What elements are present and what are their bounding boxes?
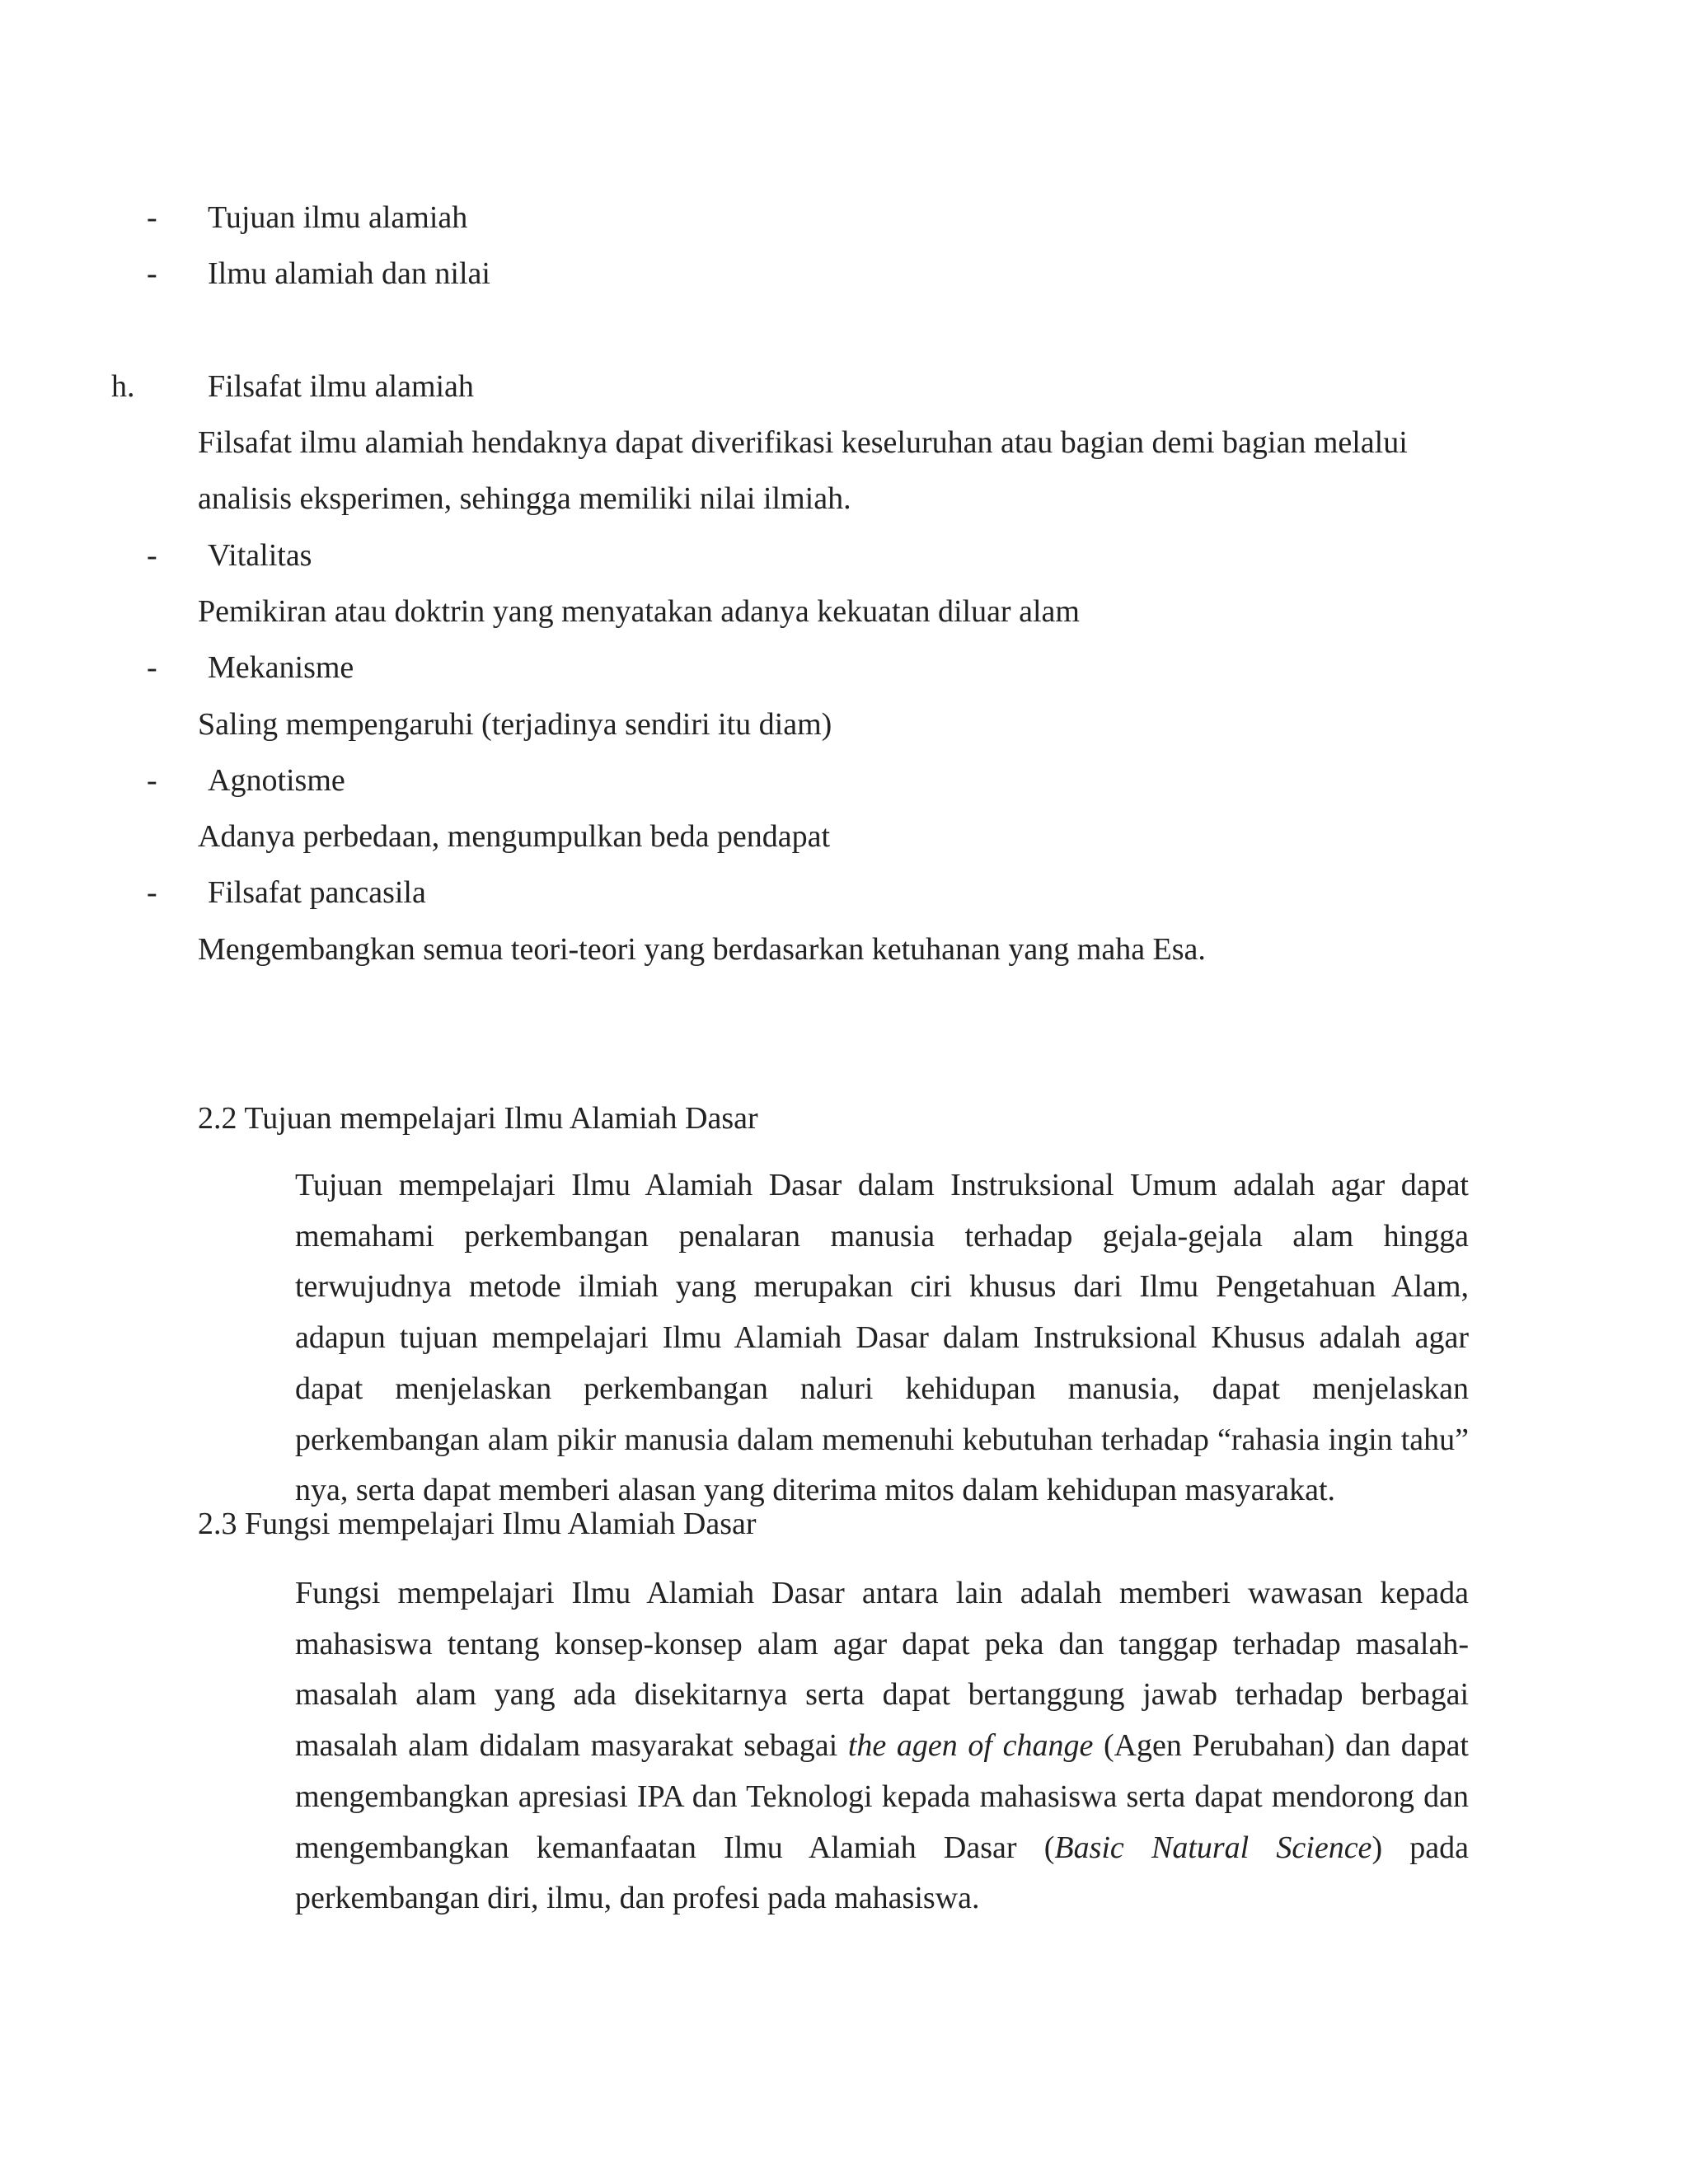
paragraph-text-part: ) pada perkembangan diri, ilmu, dan profesi pada mahasiswa. (295, 1830, 1470, 1916)
item-title: Filsafat pancasila (208, 875, 426, 910)
section-paragraph (198, 1160, 1469, 1516)
item-description: Pemikiran atau doktrin yang menyatakan adanya kekuatan diluar alam (198, 594, 1080, 629)
list-marker: - (147, 763, 157, 798)
section-text-line: Filsafat ilmu alamiah hendaknya dapat diverifikasi keseluruhan atau bagian demi bagian melalui (198, 425, 1408, 460)
list-marker: - (147, 875, 157, 910)
italic-phrase: Basic Natural Science (1054, 1830, 1372, 1865)
section-heading: 2.3 Fungsi mempelajari Ilmu Alamiah Dasar (198, 1507, 757, 1541)
list-marker: - (147, 650, 157, 685)
paragraph-text (198, 1568, 1469, 1924)
list-marker: - (147, 256, 157, 291)
item-description: Adanya perbedaan, mengumpulkan beda pendapat (198, 819, 831, 854)
item-description: Mengembangkan semua teori-teori yang berdasarkan ketuhanan yang maha Esa. (198, 932, 1206, 967)
list-item: Tujuan ilmu alamiah (208, 200, 468, 235)
paragraph-text-part: Fungsi mempelajari Ilmu Alamiah Dasar antara lain adalah memberi wawasan kepada mahasiswa tentang konsep-konsep alam agar dapat peka dan tanggap terhadap masalah-masalah alam yang ada disekitarnya serta dapat bertanggung jawab terhadap berbagai masalah alam didalam masyarakat sebagai (295, 1576, 1469, 1764)
section-heading: 2.2 Tujuan mempelajari Ilmu Alamiah Dasar (198, 1101, 758, 1136)
list-marker: - (147, 538, 157, 573)
list-item: Ilmu alamiah dan nilai (208, 256, 490, 291)
section-text-line: analisis eksperimen, sehingga memiliki nilai ilmiah. (198, 481, 851, 516)
paragraph-text: Tujuan mempelajari Ilmu Alamiah Dasar dalam Instruksional Umum adalah agar dapat memahami perkembangan penalaran manusia terhadap gejala-gejala alam hingga terwujudnya metode ilmiah yang merupakan ciri khusus dari Ilmu Pengetahuan Alam, adapun tujuan mempelajari Ilmu Alamiah Dasar dalam Instruksional Khusus adalah agar dapat menjelaskan perkembangan naluri kehidupan manusia, dapat menjelaskan perkembangan alam pikir manusia dalam memenuhi kebutuhan terhadap “rahasia ingin tahu” nya, serta dapat memberi alasan yang diterima mitos dalam kehidupan masyarakat. (295, 1168, 1469, 1508)
section-title: Filsafat ilmu alamiah (208, 369, 474, 404)
item-title: Agnotisme (208, 763, 345, 798)
section-marker: h. (111, 369, 135, 404)
item-title: Vitalitas (208, 538, 312, 573)
item-title: Mekanisme (208, 650, 354, 685)
item-description: Saling mempengaruhi (terjadinya sendiri itu diam) (198, 707, 832, 742)
section-paragraph (198, 1568, 1469, 1924)
list-marker: - (147, 200, 157, 235)
paragraph-text-part: (Agen Perubahan) dan dapat mengembangkan apresiasi IPA dan Teknologi kepada mahasiswa serta dapat mendorong dan mengembangkan kemanfaatan Ilmu Alamiah Dasar ( (295, 1728, 1469, 1865)
italic-phrase: the agen of change (847, 1728, 1094, 1764)
